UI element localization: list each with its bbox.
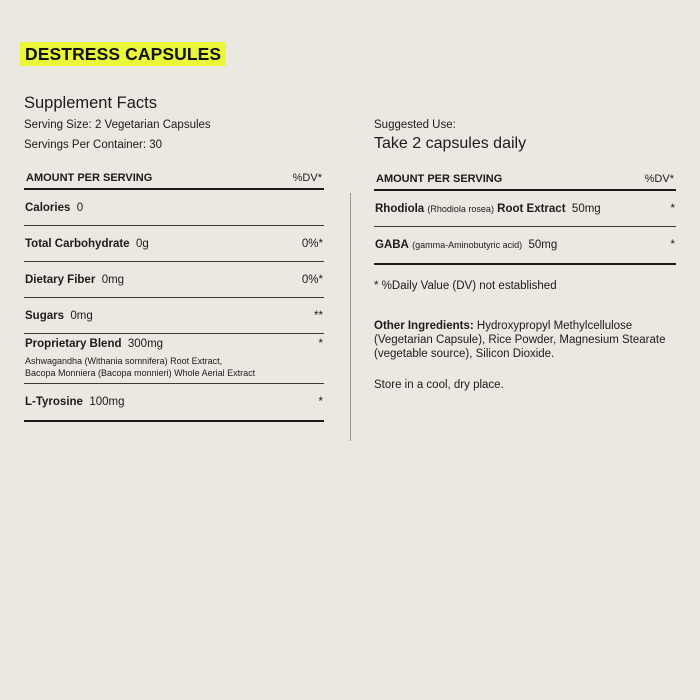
- ingredient-dv: *: [670, 239, 675, 251]
- nutrient-amount: 0mg: [101, 273, 125, 286]
- serving-size: Serving Size: 2 Vegetarian Capsules: [24, 119, 211, 131]
- amount-per-serving-header: AMOUNT PER SERVING: [26, 172, 153, 184]
- ingredient-part: Root Extract: [497, 202, 566, 215]
- blend-dv: *: [318, 338, 323, 350]
- nutrient-dv: 0%*: [301, 237, 323, 250]
- dv-header: %DV*: [292, 172, 322, 184]
- facts-row-sugars: [24, 298, 324, 334]
- other-ingredients-text: Hydroxypropyl Methylcellulose (Vegetarian Capsule), Rice Powder, Magnesium Stearate (vegetable source), Silicon Dioxide.: [374, 320, 666, 360]
- nutrient-dv: **: [314, 309, 323, 322]
- nutrient-name: Calories: [25, 201, 71, 214]
- dv-footnote: * %Daily Value (DV) not established: [374, 280, 557, 292]
- nutrient-amount: 0g: [135, 237, 149, 250]
- storage-instructions: Store in a cool, dry place.: [374, 379, 504, 391]
- column-divider: [350, 193, 351, 441]
- facts-header-row: [24, 166, 324, 190]
- blend-name: Proprietary Blend: [25, 338, 122, 350]
- blend-ingredient-line: Bacopa Monniera (Bacopa monnieri) Whole Aerial Extract: [25, 367, 256, 378]
- ingredient-dv: *: [670, 202, 675, 215]
- nutrient-amount: 0: [76, 201, 84, 214]
- ingredient-amount: 50mg: [528, 239, 558, 251]
- suggested-row-rhodiola: [374, 191, 676, 227]
- blend-ingredients: [25, 356, 255, 379]
- nutrient-name: Total Carbohydrate: [25, 237, 130, 250]
- nutrient-dv: 0%*: [301, 273, 323, 286]
- dv-header: %DV*: [644, 173, 674, 185]
- supplement-facts-panel: [24, 93, 324, 422]
- nutrient-name: Dietary Fiber: [25, 273, 96, 286]
- facts-row-dietary-fiber: [24, 262, 324, 298]
- blend-ingredient-line: Ashwagandha (Withania somnifera) Root Extract,: [25, 356, 223, 366]
- supplement-facts-title: Supplement Facts: [24, 94, 157, 112]
- other-ingredients-label: Other Ingredients:: [374, 320, 474, 332]
- suggested-use-panel: [374, 118, 676, 392]
- nutrient-amount: 0mg: [70, 309, 93, 322]
- amount-per-serving-header: AMOUNT PER SERVING: [376, 173, 503, 185]
- blend-amount: 300mg: [127, 338, 164, 350]
- facts-row-proprietary-blend: [24, 334, 324, 384]
- nutrient-dv: *: [318, 396, 323, 408]
- product-title: DESTRESS CAPSULES: [20, 42, 226, 66]
- suggested-row-gaba: [374, 227, 676, 265]
- suggested-use-label: Suggested Use:: [374, 119, 456, 131]
- suggested-use-value: Take 2 capsules daily: [374, 135, 527, 152]
- servings-per-container: Servings Per Container: 30: [24, 139, 163, 151]
- nutrient-amount: 100mg: [89, 396, 125, 408]
- nutrient-name: Sugars: [25, 309, 64, 322]
- nutrient-name: L-Tyrosine: [25, 396, 83, 408]
- ingredient-name: Rhodiola: [375, 202, 425, 215]
- ingredient-scientific-name: (Rhodiola rosea): [427, 203, 494, 214]
- facts-row-calories: [24, 190, 324, 226]
- facts-row-total-carbohydrate: [24, 226, 324, 262]
- other-ingredients: [374, 319, 676, 361]
- facts-row-l-tyrosine: [24, 384, 324, 422]
- ingredient-scientific-name: (gamma-Aminobutyric acid): [412, 240, 523, 250]
- suggested-header-row: [374, 167, 676, 191]
- ingredient-name: GABA: [375, 239, 409, 251]
- ingredient-amount: 50mg: [571, 202, 601, 215]
